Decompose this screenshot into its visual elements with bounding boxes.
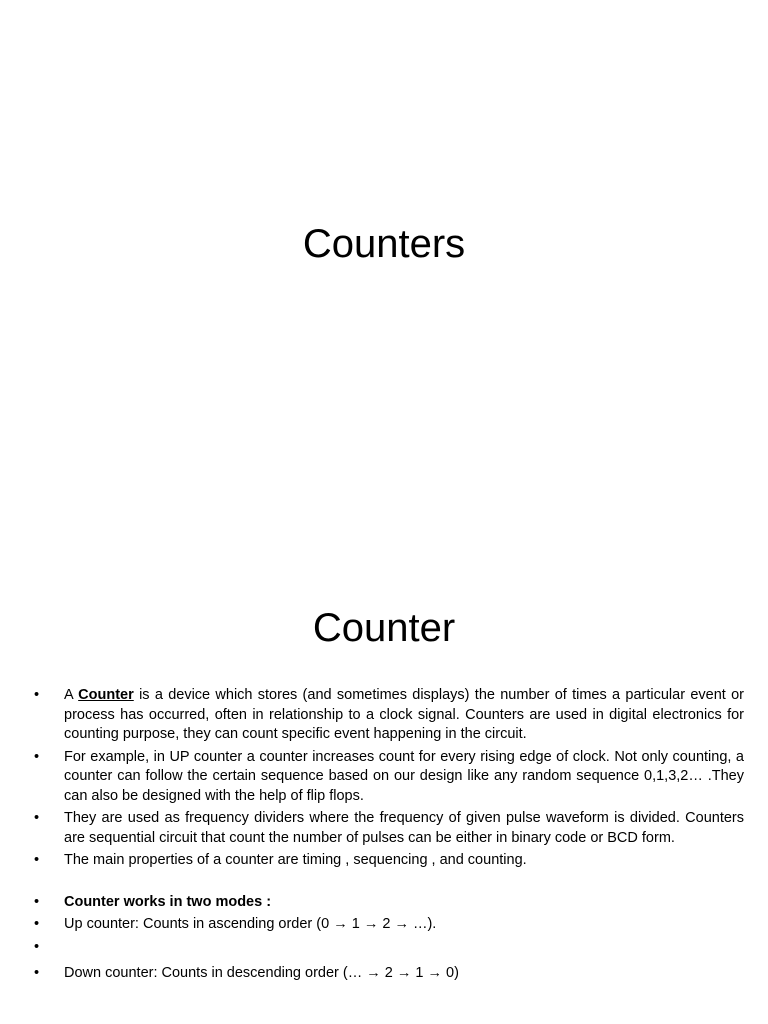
- bullet-text: Down counter: Counts in descending order (… → 2 → 1 → 0): [64, 965, 459, 981]
- bullet-text: is a device which stores (and sometimes displays) the number of times a particular event or process has occurred, often in relationship to a clock signal. Counters are used in digital electronics for counting purpose, they can count specific event happening in the circuit.: [64, 687, 744, 742]
- bullet-marker: •: [34, 810, 40, 826]
- bullet-prefix: A: [64, 687, 79, 703]
- bullet-marker: •: [34, 687, 40, 703]
- bullet-item-example: [0, 748, 768, 807]
- bullet-text: They are used as frequency dividers where the frequency of given pulse waveform is divided. Counters are sequential circuit that count the number of pulses can be either in binary code or BCD form.: [64, 810, 744, 846]
- bullet-marker: •: [34, 852, 40, 868]
- bullet-text: The main properties of a counter are timing , sequencing , and counting.: [64, 852, 527, 868]
- bullet-item-properties: [0, 851, 768, 871]
- bullet-marker: •: [34, 916, 40, 932]
- slide-counter-definition: [0, 576, 768, 1024]
- slide-title: Counter: [312, 606, 456, 650]
- bullet-marker: •: [34, 938, 40, 955]
- defined-term: Counter: [78, 687, 134, 703]
- bullet-item-up-counter: [0, 915, 768, 935]
- bullet-text: Counter works in two modes :: [64, 893, 272, 910]
- bullet-marker: •: [34, 965, 40, 981]
- bullet-marker: •: [34, 893, 40, 910]
- bullet-marker: •: [34, 748, 40, 765]
- bullet-item-definition: [0, 686, 768, 745]
- bullet-text: Up counter: Counts in ascending order (0 → 1 → 2 → …).: [64, 916, 437, 932]
- bullet-item-modes-heading: [0, 893, 768, 913]
- bullet-text: For example, in UP counter a counter increases count for every rising edge of clock. Not only counting, a counter can follow the certain sequence based on our design like any random sequence 0,1,3,2… .They can also be designed with the help of flip flops.: [64, 748, 744, 804]
- slide-title: Counters: [302, 222, 466, 266]
- bullet-item-frequency-dividers: [0, 809, 768, 848]
- bullet-item-empty: [0, 938, 768, 958]
- bullet-list: [0, 686, 768, 987]
- bullet-item-down-counter: [0, 964, 768, 984]
